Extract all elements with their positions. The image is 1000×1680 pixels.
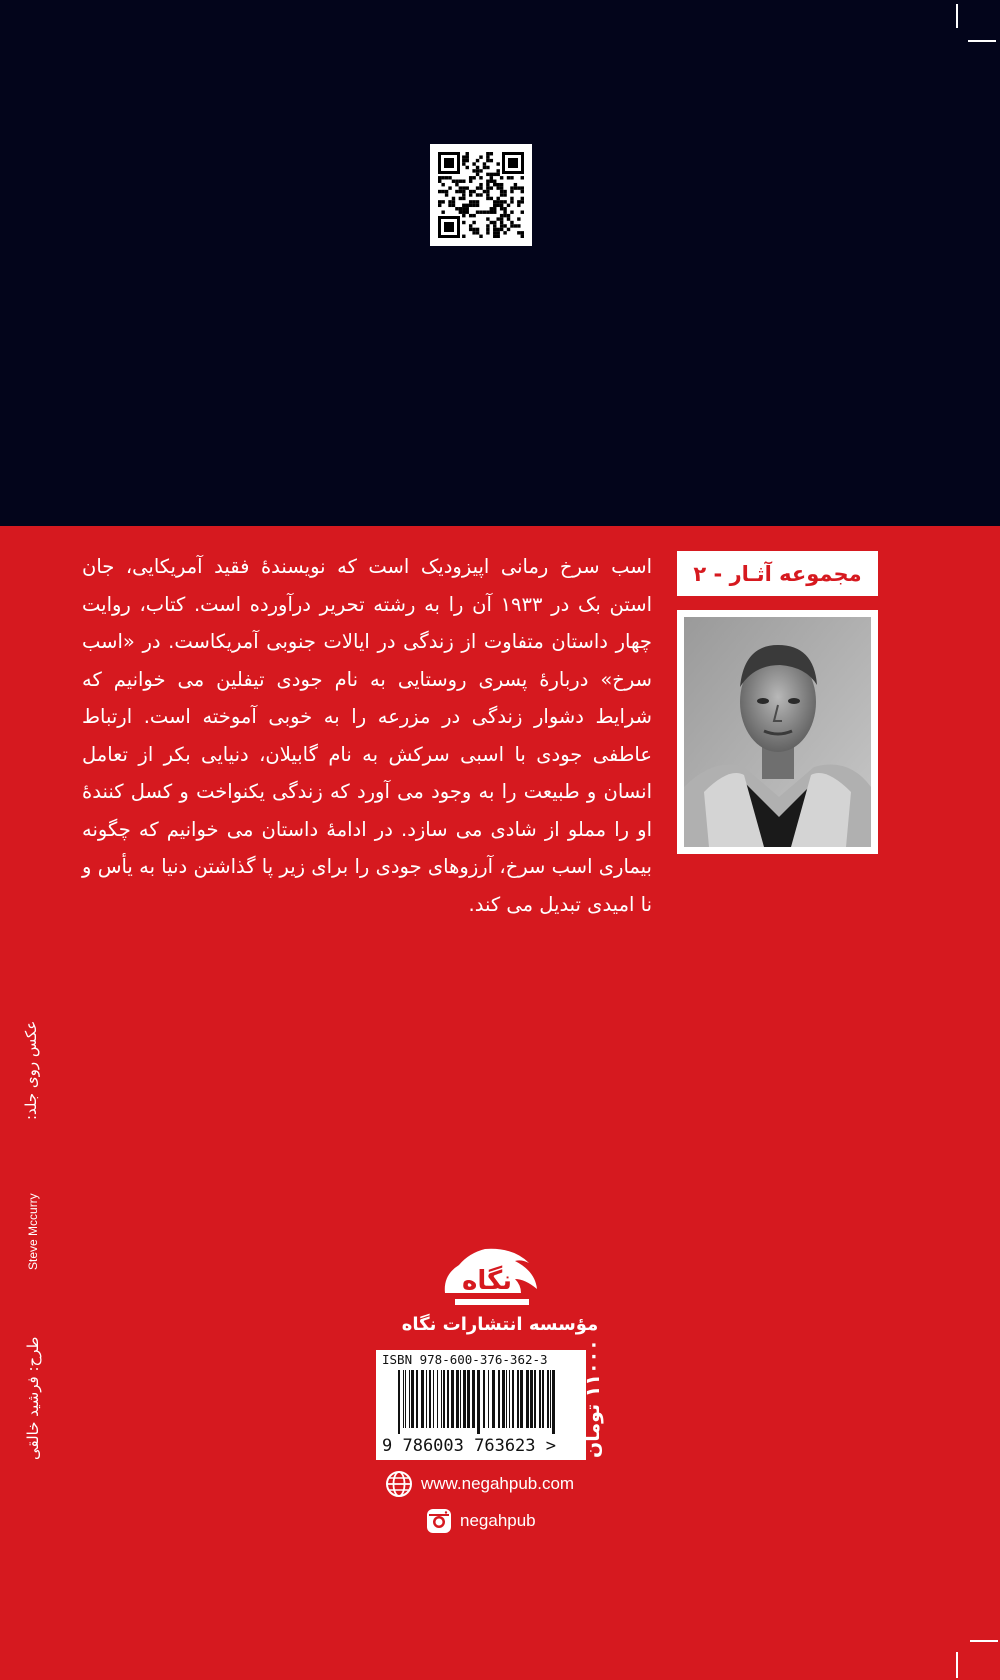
barcode-digits: 9 786003 763623 >	[382, 1436, 556, 1456]
globe-icon	[385, 1470, 413, 1498]
design-credit: طرح: فرشید خالقی	[24, 1336, 42, 1460]
crop-mark-top-vertical	[956, 4, 958, 28]
cover-photo-credit-name: Steve Mccurry	[26, 1193, 40, 1270]
logo-text: نگاه	[462, 1266, 512, 1296]
series-label-box	[677, 551, 878, 596]
author-photo	[677, 610, 878, 854]
instagram-icon	[426, 1508, 452, 1534]
website-link[interactable]: www.negahpub.com	[421, 1474, 575, 1493]
qr-code-icon[interactable]	[430, 144, 532, 246]
cover-photo-credit-label: عکس روی جلد:	[22, 1020, 40, 1120]
website-row[interactable]	[385, 1470, 574, 1498]
publisher-name: مؤسسه انتشارات نگاه	[401, 1314, 599, 1335]
price-label: ۱۱۰۰۰ تومان	[582, 1339, 604, 1458]
negah-logo[interactable]	[425, 1245, 545, 1317]
crop-mark-bottom-vertical	[956, 1652, 958, 1678]
top-panel	[0, 0, 1000, 526]
isbn-label: ISBN 978-600-376-362-3	[382, 1352, 548, 1367]
series-label: مجموعه آثـار - ۲	[693, 561, 862, 586]
isbn-barcode	[376, 1350, 586, 1460]
instagram-handle[interactable]: negahpub	[460, 1511, 536, 1530]
crop-mark-top-horizontal	[968, 40, 996, 42]
instagram-row[interactable]	[426, 1508, 536, 1534]
book-description: اسب سرخ رمانی اپیزودیک است که نویسندهٔ فقید آمریکایی، جان استن بک در ۱۹۳۳ آن را به رشته تحریر درآورده است. کتاب، روایت چهار داستان متفاوت از زندگی در ایالات جنوبی آمریکاست. در «اسب سرخ» دربارهٔ پسری روستایی به نام جودی تیفلین می خوانیم که شرایط دشوار زندگی در مزرعه را به خوبی آموخته است. ارتباط عاطفی جودی با اسبی سرکش به نام گابیلان، دنیایی بکر از تعامل انسان و طبیعت را به وجود می آورد که زندگی یکنواخت و کسل کنندهٔ او را مملو از شادی می سازد. در ادامهٔ داستان می خوانیم که چگونه بیماری اسب سرخ، آرزوهای جودی را برای زیر پا گذاشتن دنیا به یأس و نا امیدی تبدیل می کند.	[82, 555, 652, 916]
crop-mark-bottom-horizontal	[970, 1640, 998, 1642]
